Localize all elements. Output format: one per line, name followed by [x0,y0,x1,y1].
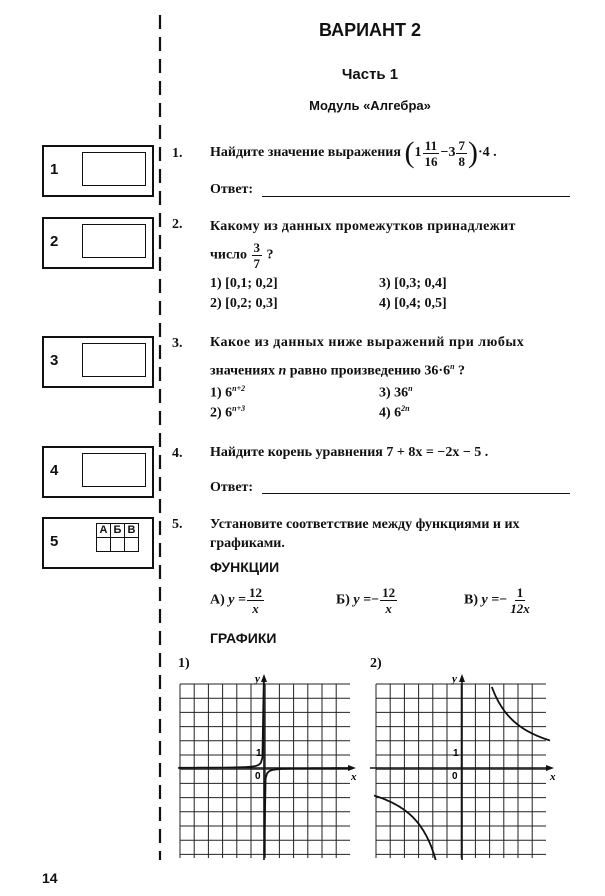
q2-option-2[interactable]: 2) [0,2; 0,3] [210,296,278,311]
answer-box-label: 5 [50,533,59,550]
module-title: Модуль «Алгебра» [309,98,431,113]
graph-2-origin-label: 0 [452,771,458,782]
function-b [336,586,398,615]
q3-option-exp: n [408,384,413,393]
q2-frac-num: 3 [253,240,261,255]
answer-box-1 [42,145,154,197]
q1-frac2 [456,139,467,168]
answer-field-1[interactable] [82,152,146,186]
function-v [464,586,533,615]
function-sign: − [499,592,508,608]
q3-option-base: 6 [225,405,233,421]
q3-option-4[interactable] [379,404,410,422]
graph-2-curve-q1 [492,687,550,741]
q3-line2-exp: n [450,362,455,371]
graph-2 [370,670,560,860]
q3-line2c: ? [458,363,466,379]
answer-grid-5 [96,523,139,552]
q2-option-4[interactable]: 4) [0,4; 0,5] [379,296,447,311]
function-lhs: y = [353,592,372,608]
variant-title: ВАРИАНТ 2 [318,20,422,40]
function-frac [247,586,264,615]
q1-frac1-num: 11 [424,137,438,153]
q4-answer-label: Ответ: [210,480,254,495]
q1-frac2-den: 8 [458,153,465,169]
functions-heading: ФУНКЦИИ [210,559,280,575]
q3-option-3[interactable] [379,384,413,402]
function-label: А) [210,592,225,608]
q5-line2: графиками. [210,536,285,551]
answer-box-4 [42,446,154,498]
q1-frac1 [422,139,439,168]
q1-whole1: 1 [414,145,422,161]
answer-field-4[interactable] [82,453,146,487]
graph-2-x-label: x [550,771,556,783]
q3-option-label: 1) [210,385,222,401]
q1-tail: ·4 . [477,145,497,161]
grid-header-v: В [125,524,139,538]
answer-box-2 [42,217,154,269]
function-lhs: y = [481,592,500,608]
function-label: Б) [336,592,350,608]
graph-1-one-label: 1 [256,748,262,759]
function-label: В) [464,592,478,608]
graphs-heading: ГРАФИКИ [210,630,277,646]
paren-close: ) [467,136,478,169]
graph-1-y-label: y [255,673,260,685]
q1-prompt: Найдите значение выражения [210,145,401,161]
q3-option-exp: 2n [401,404,410,413]
graph-1-origin-label: 0 [255,771,261,782]
q3-option-label: 2) [210,405,222,421]
page-number: 14 [42,870,58,886]
graph-1-x-label: x [351,771,357,783]
paren-open: ( [404,136,415,169]
grid-cell-a[interactable] [97,538,111,552]
q1-answer-line[interactable] [262,196,570,197]
graph-1-label: 1) [178,656,190,671]
q2-prefix: число [210,247,248,263]
question-4-number: 4. [172,446,183,461]
q2-option-1[interactable]: 1) [0,1; 0,2] [210,276,278,291]
q1-whole2: 3 [448,145,456,161]
answer-box-label: 2 [50,233,59,250]
function-num: 1 [516,585,524,600]
q1-minus: − [440,145,449,161]
q3-line2b: равно произведению 36·6 [289,363,451,379]
q2-line1: Какому из данных промежутков принадлежит [210,219,516,234]
q4-text [210,440,488,465]
q1-answer-label: Ответ: [210,182,254,197]
q5-line1: Установите соответствие между функциями и их [210,517,520,532]
q3-option-base: 6 [225,385,233,401]
graph-2-y-arrow [459,674,465,682]
q3-var: n [278,363,287,379]
function-num: 12 [248,585,262,600]
function-den: 12x [510,601,530,616]
q3-option-label: 4) [379,405,391,421]
q1-frac2-num: 7 [458,137,465,153]
function-a [210,586,265,615]
q4-equation: 7 + 8x = −2x − 5 . [386,445,489,460]
q3-line2a: значениях [210,363,275,379]
q3-line2 [210,354,465,384]
answer-box-label: 3 [50,352,59,369]
q3-option-1[interactable] [210,384,245,402]
q3-option-exp: n+2 [232,384,246,393]
q4-prompt: Найдите корень уравнения [210,445,383,460]
cut-line [155,0,165,896]
grid-header-b: Б [111,524,125,538]
function-frac [380,586,397,615]
function-den: x [252,601,259,616]
graph-2-grid [376,684,546,858]
answer-box-5 [42,517,154,569]
q2-option-3[interactable]: 3) [0,3; 0,4] [379,276,447,291]
function-frac [508,586,532,615]
function-num: 12 [382,585,396,600]
q1-frac1-den: 16 [424,153,438,169]
part-title: Часть 1 [341,66,399,83]
answer-box-3 [42,336,154,388]
q3-option-base: 6 [394,405,402,421]
graph-1 [178,670,358,860]
question-5-number: 5. [172,517,183,532]
q3-option-base: 36 [394,385,409,401]
grid-cell-v[interactable] [125,538,139,552]
answer-field-3[interactable] [82,343,146,377]
q3-option-2[interactable] [210,404,245,422]
question-1-number: 1. [172,146,183,161]
q2-line2 [210,241,274,270]
graph-2-label: 2) [370,656,382,671]
grid-cell-b[interactable] [111,538,125,552]
graph-2-one-label: 1 [453,748,459,759]
function-den: x [385,601,392,616]
q2-frac-den: 7 [253,256,261,271]
answer-box-label: 1 [50,161,59,178]
question-3-number: 3. [172,336,183,351]
function-lhs: y = [228,592,246,608]
question-2-number: 2. [172,217,183,232]
q2-suffix: ? [266,247,274,263]
q3-option-label: 3) [379,385,391,401]
answer-field-2[interactable] [82,224,146,258]
grid-header-a: А [97,524,111,538]
q2-frac [252,241,263,270]
q3-option-exp: n+3 [232,404,246,413]
q3-line1: Какое из данных ниже выражений при любых [210,335,525,350]
answer-box-label: 4 [50,462,59,479]
function-sign: − [371,592,380,608]
graph-2-y-label: y [452,673,457,685]
q4-answer-line[interactable] [262,493,570,494]
question-1-text [210,138,497,168]
